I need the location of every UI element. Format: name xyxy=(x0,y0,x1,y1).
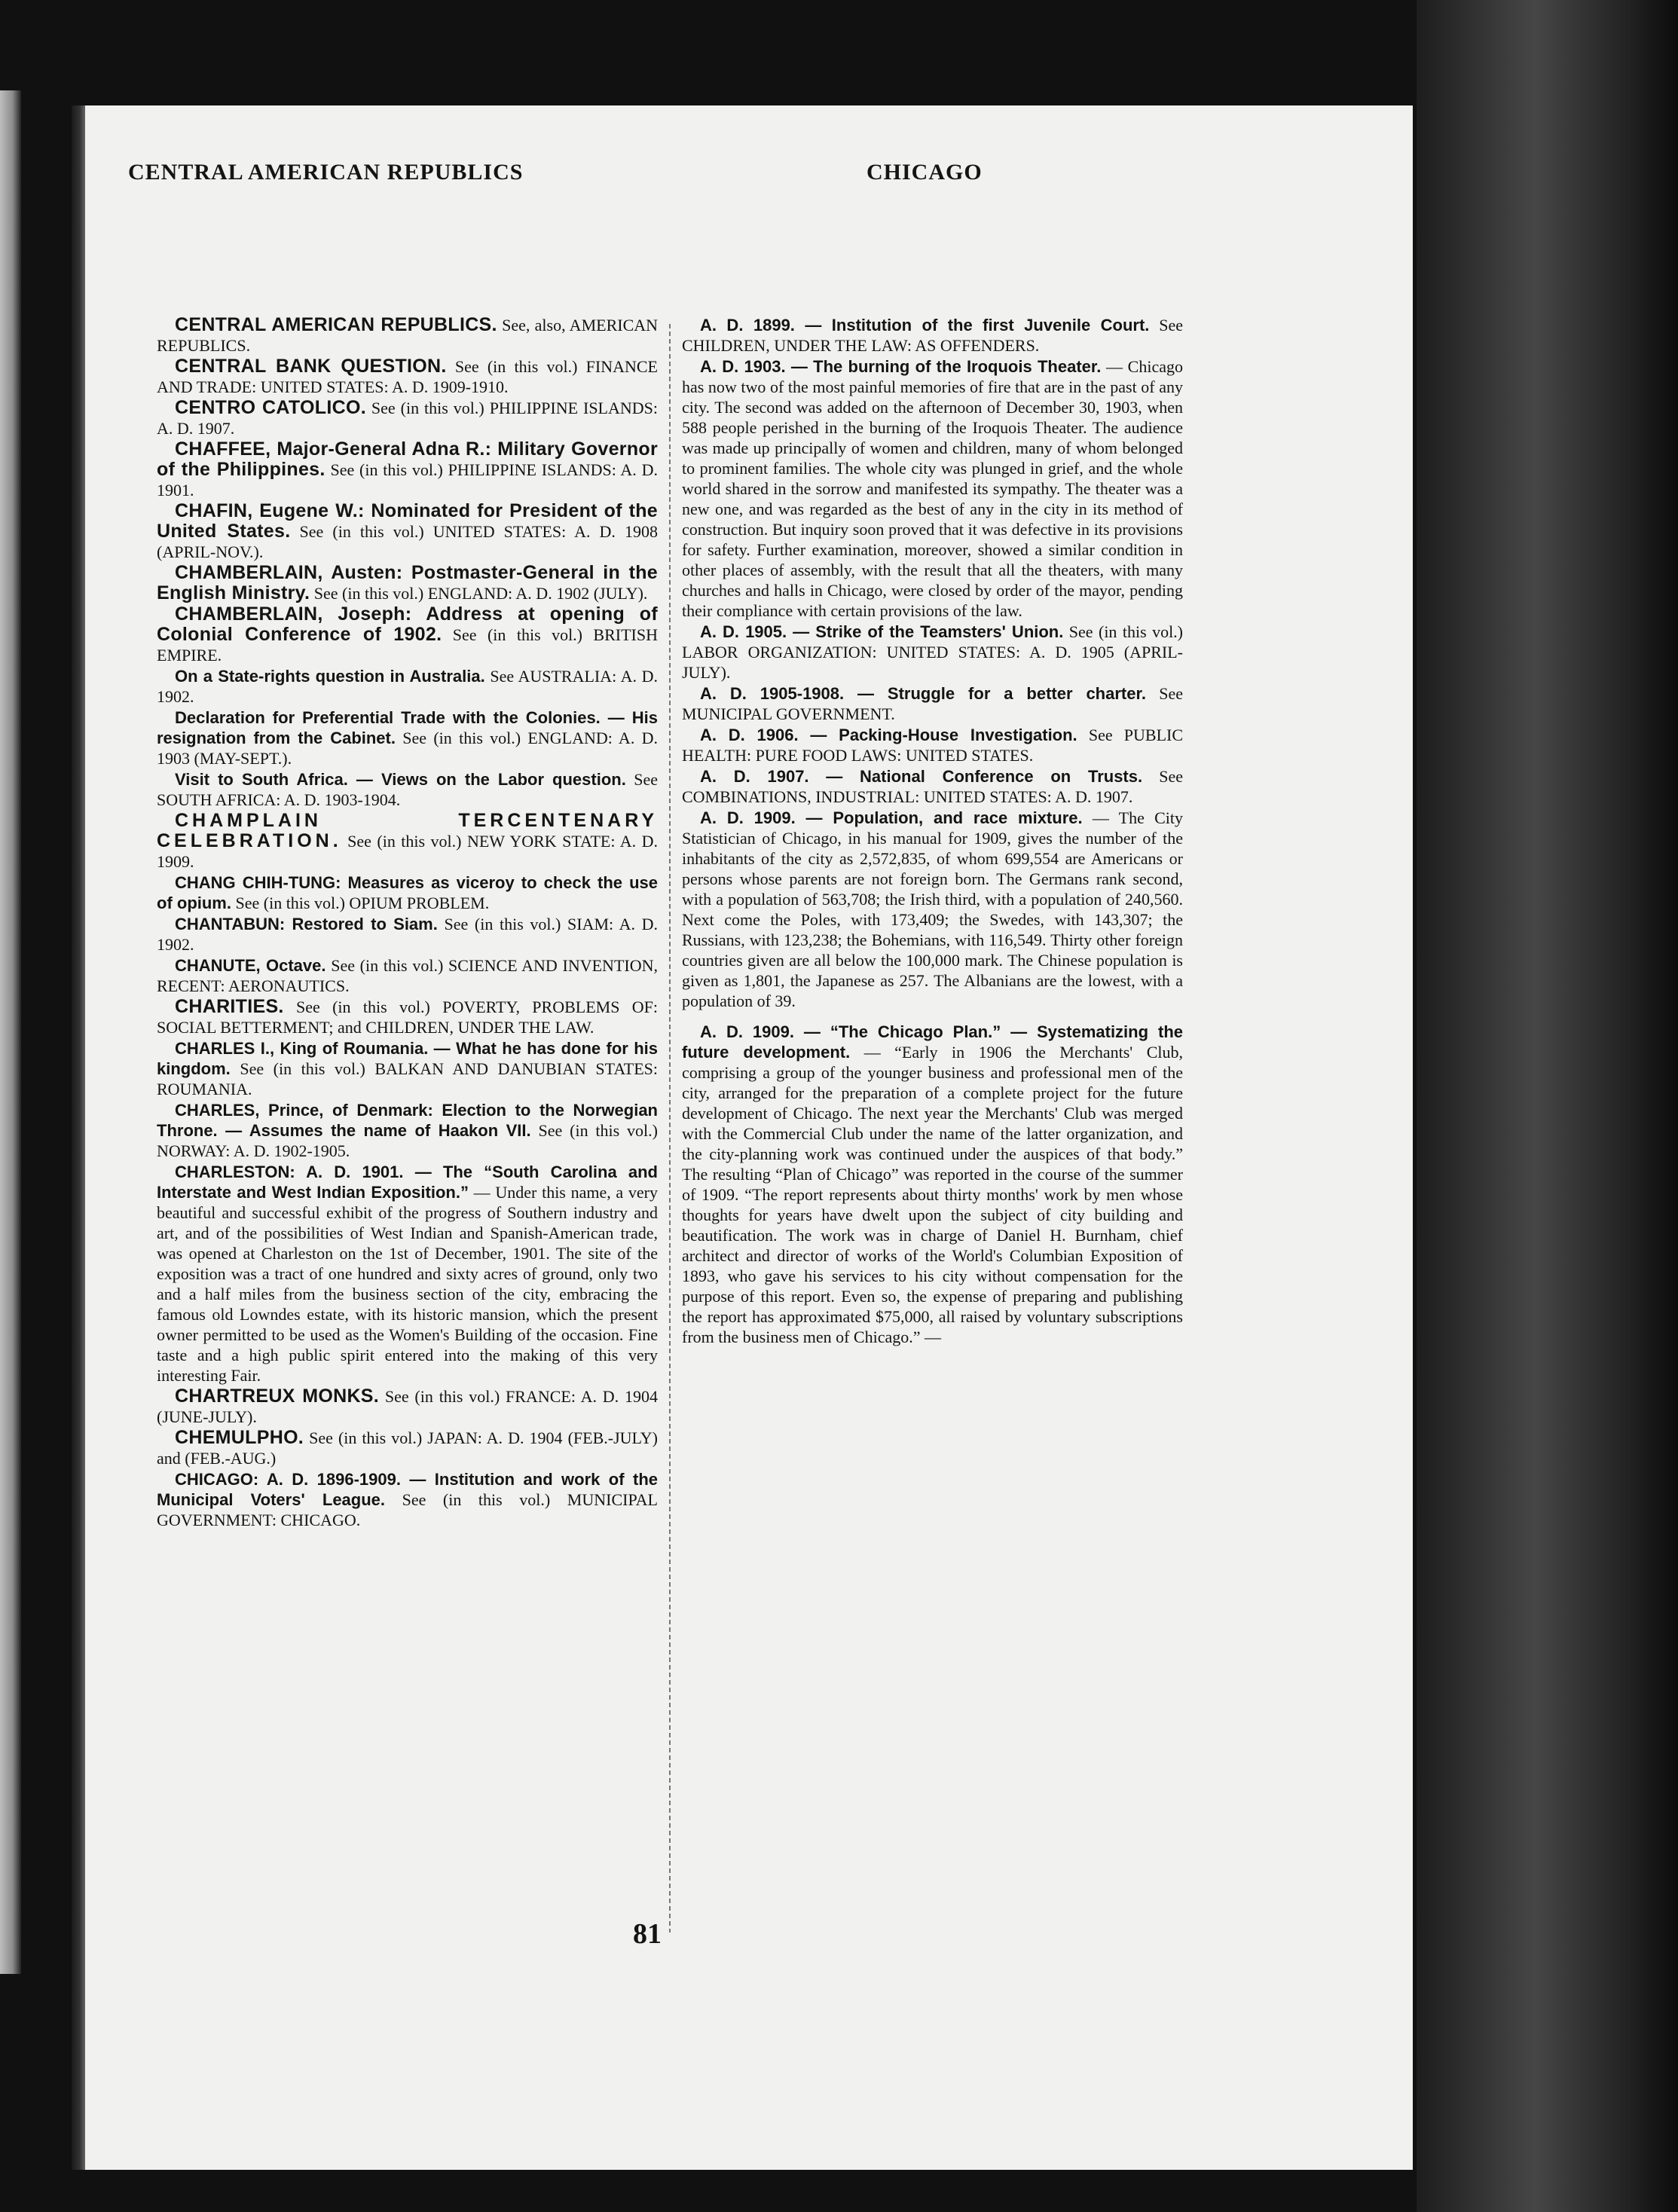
entry-head: CHAMBERLAIN, Austen: Postmaster-General in the English Ministry. xyxy=(157,562,658,603)
entry-text: See (in this vol.) FRANCE: A. D. 1904 (JUNE-JULY). xyxy=(157,1387,658,1426)
running-head-left: CENTRAL AMERICAN REPUBLICS xyxy=(128,160,524,185)
entry xyxy=(682,622,1183,683)
entry xyxy=(157,1162,658,1386)
page-number: 81 xyxy=(633,1918,662,1950)
entry-text: See SOUTH AFRICA: A. D. 1903-1904. xyxy=(157,770,659,809)
entry xyxy=(157,769,658,810)
entry-head: A. D. 1906. — Packing-House Investigation. xyxy=(700,726,1077,744)
entry xyxy=(157,1386,658,1427)
entry-head: CHANTABUN: Restored to Siam. xyxy=(175,915,438,933)
entry-head: A. D. 1907. — National Conference on Trusts. xyxy=(700,767,1143,786)
entry xyxy=(157,811,658,872)
entry-text: See AUSTRALIA: A. D. 1902. xyxy=(157,667,659,706)
entry-text: — Under this name, a very beautiful and successful exhibit of the progress of Southern industry and art, and of the possibilities of West Indian and Spanish-American trade, was opened at Charleston on the 1st of December, 1901. The site of the exposition was a tract of one hundred and sixty acres of ground, only two and a half miles from the business section of the city, embracing the famous old Lowndes estate, with its historic mansion, which the present owner permitted to be used as the Women's Building of the occasion. Fine taste and a high public spirit entered into the making of this very interesting Fair. xyxy=(157,1183,658,1385)
entry xyxy=(157,315,658,356)
scan-background-right xyxy=(1417,0,1678,2212)
entry-head: Declaration for Preferential Trade with the Colonies. — His resignation from the Cabinet. xyxy=(157,708,658,747)
entry-head: A. D. 1903. — The burning of the Iroquois Theater. xyxy=(700,357,1102,376)
entry xyxy=(682,766,1183,807)
entry xyxy=(682,725,1183,765)
entry-text: See (in this vol.) PHILIPPINE ISLANDS: A. D. 1907. xyxy=(157,399,659,438)
entry-head: CHAFFEE, Major-General Adna R.: Military Governor of the Philippines. xyxy=(157,438,658,480)
entry-head: CHARLES I., King of Roumania. — What he has done for his kingdom. xyxy=(157,1039,658,1078)
entry-head: A. D. 1909. — Population, and race mixture. xyxy=(700,808,1083,827)
entry-text: See (in this vol.) NEW YORK STATE: A. D. 1909. xyxy=(157,832,658,871)
entry-text: — Chicago has now two of the most painful memories of fire that are in the past of any city. The second was added on the afternoon of December 30, 1903, when 588 people perished in the burning of the Iroquois Theater. The audience was made up principally of women and children, many of whom belonged to prominent families. The whole city was plunged in grief, and the whole world shared in the sorrow and manifested its sympathy. The theater was a new one, and was regarded as the best of any in the city in its method of construction. But inquiry soon proved that it was defective in its provisions for safety. Further examination, moreover, showed a similar condition in other places of assembly, with the result that all the theaters, with many churches and halls in Chicago, were closed by order of the mayor, pending their compliance with certain provisions of the law. xyxy=(682,357,1183,620)
entry xyxy=(157,439,658,500)
entry xyxy=(157,914,658,955)
entry xyxy=(157,997,658,1037)
entry xyxy=(157,1469,658,1530)
entry-head: CENTRAL BANK QUESTION. xyxy=(175,356,447,377)
entry-text: See (in this vol.) NORWAY: A. D. 1902-1905. xyxy=(157,1121,659,1160)
entry-text: See COMBINATIONS, INDUSTRIAL: UNITED STATES: A. D. 1907. xyxy=(682,767,1184,806)
entry xyxy=(157,666,658,707)
entry-text: See (in this vol.) FINANCE AND TRADE: UNITED STATES: A. D. 1909-1910. xyxy=(157,357,658,396)
entry xyxy=(157,1428,658,1468)
entry-head: CHAMBERLAIN, Joseph: Address at opening of Colonial Conference of 1902. xyxy=(157,603,658,645)
entry-text: See, also, AMERICAN REPUBLICS. xyxy=(157,316,659,355)
adjacent-page-edge xyxy=(0,90,21,1974)
running-head-right: CHICAGO xyxy=(867,160,983,185)
entry xyxy=(682,356,1183,621)
entry-text: See (in this vol.) OPIUM PROBLEM. xyxy=(235,894,490,912)
entry xyxy=(157,563,658,603)
entry-head: CHANUTE, Octave. xyxy=(175,956,326,975)
entry-text: See (in this vol.) SIAM: A. D. 1902. xyxy=(157,915,659,954)
entry-head: CHARLES, Prince, of Denmark: Election to the Norwegian Throne. — Assumes the name of Haakon VII. xyxy=(157,1101,658,1140)
entry xyxy=(157,1038,658,1099)
entry-text: See (in this vol.) UNITED STATES: A. D. 1908 (APRIL-NOV.). xyxy=(157,522,659,561)
entry xyxy=(157,955,658,996)
entry-head: CENTRAL AMERICAN REPUBLICS. xyxy=(175,314,497,335)
entry-text: See MUNICIPAL GOVERNMENT. xyxy=(682,684,1184,723)
entry-head: On a State-rights question in Australia. xyxy=(175,667,485,686)
entry-text: See CHILDREN, UNDER THE LAW: AS OFFENDERS. xyxy=(682,316,1183,355)
entry-text: See (in this vol.) SCIENCE AND INVENTION, RECENT: AERONAUTICS. xyxy=(157,956,658,995)
entry-text: See (in this vol.) ENGLAND: A. D. 1902 (JULY). xyxy=(313,584,648,603)
entry-text: See PUBLIC HEALTH: PURE FOOD LAWS: UNITED STATES. xyxy=(682,726,1184,765)
entry xyxy=(157,1100,658,1161)
entry-head: CHEMULPHO. xyxy=(175,1427,304,1448)
entry-head: CHARLESTON: A. D. 1901. — The “South Carolina and Interstate and West Indian Exposition.” xyxy=(157,1163,658,1202)
entry-text: See (in this vol.) MUNICIPAL GOVERNMENT: CHICAGO. xyxy=(157,1490,658,1529)
right-column xyxy=(682,315,1183,1348)
entry-text: See (in this vol.) LABOR ORGANIZATION: UNITED STATES: A. D. 1905 (APRIL-JULY). xyxy=(682,622,1184,682)
entry-head: CENTRO CATOLICO. xyxy=(175,397,366,418)
entry-text: See (in this vol.) PHILIPPINE ISLANDS: A. D. 1901. xyxy=(157,460,659,500)
entry-head: A. D. 1909. — “The Chicago Plan.” — Systematizing the future development. xyxy=(682,1022,1183,1062)
entry xyxy=(157,604,658,665)
page-gutter xyxy=(72,105,85,2170)
entry xyxy=(157,398,658,438)
entry-head: CHARTREUX MONKS. xyxy=(175,1386,380,1407)
entry-head: CHAMPLAIN TERCENTENARY CELEBRATION. xyxy=(157,810,658,851)
entry xyxy=(682,683,1183,724)
entry-head: A. D. 1899. — Institution of the first Juvenile Court. xyxy=(700,316,1150,335)
entry-head: CHAFIN, Eugene W.: Nominated for President of the United States. xyxy=(157,500,658,542)
entry-head: A. D. 1905-1908. — Struggle for a better charter. xyxy=(700,684,1146,703)
entry-text: — The City Statistician of Chicago, in his manual for 1909, gives the number of the inhabitants of the city as 2,572,835, of whom 699,554 are Americans or persons whose parents are not foreign born. The Germans rank second, with a population of 563,708; the Irish third, with a population of 240,560. Next come the Poles, with 173,409; the Swedes, with 143,307; the Russians, with 123,238; the Bohemians, with 116,549. Thirty other foreign countries given are all below the 100,000 mark. The Chinese population is given as 1,801, the Japanese as 257. The Albanians are the lowest, with a population of 39. xyxy=(682,808,1184,1010)
entry xyxy=(682,315,1183,356)
left-column xyxy=(157,315,658,1531)
entry-head: CHANG CHIH-TUNG: Measures as viceroy to check the use of opium. xyxy=(157,873,658,912)
entry-text: See (in this vol.) JAPAN: A. D. 1904 (FEB.-JULY) and (FEB.-AUG.) xyxy=(157,1428,658,1468)
entry-head: CHARITIES. xyxy=(175,996,284,1017)
entry-text: See (in this vol.) POVERTY, PROBLEMS OF: SOCIAL BETTERMENT; and CHILDREN, UNDER THE LAW. xyxy=(157,998,659,1037)
entry xyxy=(157,707,658,768)
entry-head: Visit to South Africa. — Views on the Labor question. xyxy=(175,770,626,789)
entry-text: See (in this vol.) BRITISH EMPIRE. xyxy=(157,625,658,665)
entry xyxy=(157,872,658,913)
entry xyxy=(682,1022,1183,1347)
entry-head: A. D. 1905. — Strike of the Teamsters' Union. xyxy=(700,622,1064,641)
entry xyxy=(157,501,658,562)
entry xyxy=(157,356,658,397)
entry-text: — “Early in 1906 the Merchants' Club, comprising a group of the younger business and professional men of the city, arranged for the preparation of a complete project for the future development of Chicago. The next year the Merchants' Club was merged with the Commercial Club under the name of the latter organization, and the city-planning work was continued under the auspices of that body.” The resulting “Plan of Chicago” was reported in the course of the summer of 1909. “The report represents about thirty months' work by men whose thoughts for years have dwelt upon the subject of city building and beautification. The work was in charge of Daniel H. Burnham, chief architect and director of works of the World's Columbian Exposition of 1893, who gave his services to his city without compensation for the purpose of this report. Even so, the expense of preparing and publishing the report has approximated $75,000, all raised by voluntary subscriptions from the business men of Chicago.” — xyxy=(682,1043,1183,1346)
entry-text: See (in this vol.) ENGLAND: A. D. 1903 (MAY-SEPT.). xyxy=(157,729,659,768)
entry-head: CHICAGO: A. D. 1896-1909. — Institution and work of the Municipal Voters' League. xyxy=(157,1470,658,1509)
column-divider xyxy=(669,324,671,1932)
entry xyxy=(682,808,1183,1011)
entry-text: See (in this vol.) BALKAN AND DANUBIAN STATES: ROUMANIA. xyxy=(157,1059,659,1098)
